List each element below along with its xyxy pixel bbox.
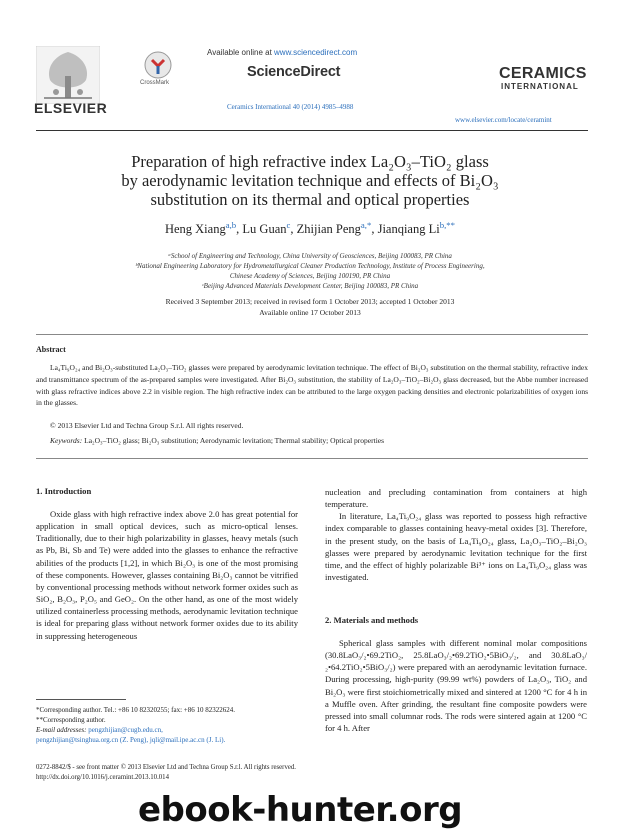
watermark-text: ebook-hunter.org <box>138 790 463 830</box>
elsevier-tree-logo <box>36 46 100 104</box>
email-label: E-mail addresses: <box>36 726 89 734</box>
affiliation-c: ᶜBeijing Advanced Materials Development Center, Beijing 100083, PR China <box>201 282 419 290</box>
publisher-name: ELSEVIER <box>34 100 108 116</box>
intro-paragraph-2: In literature, La₄Ti₉O₂₄ glass was reported to possess high refractive index comparable to glasses containing heavy-metal oxides [3]. Therefore, in the present study, on the basis of La₄Ti₉O₂₄ glass, La₂O₃–TiO₂–Bi₂O₃ glasses were prepared by aerodynamic levitation technique for the first time, and the effect of highly polarizable Bi³⁺ ions on La₄Ti₉O₂₄ glass was investigated. <box>325 511 587 583</box>
available-online-line <box>207 48 357 57</box>
keywords-text: La₂O₃–TiO₂ glass; Bi₂O₃ substitution; Aerodynamic levitation; Thermal stability; Optical properties <box>82 436 385 445</box>
abstract-bottom-divider <box>36 458 588 459</box>
front-matter-line: 0272-8842/$ - see front matter © 2013 Elsevier Ltd and Techna Group S.r.l. All rights reserved. <box>36 764 296 771</box>
methods-paragraph-1: Spherical glass samples with different nominal molar compositions (30.8LaO₃/₂•69.2TiO₂, 25.8LaO₃/₂•69.2TiO₂•5BiO₃/₂, and 30.8LaO₃/₂•64.2TiO₂•5BiO₃/₂) were prepared with an aerodynamic levitation furnace. During processing, high-purity (99.99 wt%) powders of La₂O₃, TiO₂ and Bi₂O₃ were first stoichiometrically mixed and sintered at 1200 °C for 4 h in a Muffle oven. After grinding, the resultant fine composite powders were pressed into small columnar rods. The rods were sintered again at 1200 °C for 4 h. After <box>325 638 587 734</box>
footnote-divider <box>36 699 126 700</box>
abstract-heading: Abstract <box>36 345 66 354</box>
footnote-corresponding-1: *Corresponding author. Tel.: +86 10 82320255; fax: +86 10 82322624. <box>36 706 235 714</box>
methods-column <box>325 637 587 734</box>
author-name: Heng Xiang <box>164 222 226 236</box>
abstract-top-divider <box>36 334 588 335</box>
author-affiliation-mark[interactable]: a,* <box>360 219 372 230</box>
received-dates: Received 3 September 2013; received in revised form 1 October 2013; accepted 1 October 2013 <box>165 297 455 306</box>
keywords-line <box>50 436 384 445</box>
sciencedirect-link[interactable]: www.sciencedirect.com <box>274 48 358 57</box>
author-list: Heng Xiang$^{a,b}$, Lu Guan$^c$, Zhijian Peng$^{a,*}$, Jianqiang $Li^{b,**}$ <box>164 219 456 236</box>
author-affiliation-mark[interactable]: c <box>286 219 291 230</box>
section-heading-methods: 2. Materials and methods <box>325 615 419 625</box>
online-date: Available online 17 October 2013 <box>259 308 361 317</box>
author-name: Jianqiang Li <box>377 222 440 236</box>
crossmark-icon[interactable] <box>143 50 173 80</box>
keywords-label: Keywords: <box>50 436 83 445</box>
header-divider <box>36 130 588 131</box>
author-name: Lu Guan <box>242 222 287 236</box>
author-affiliation-mark[interactable]: b,** <box>439 219 456 230</box>
author-name: Zhijian Peng <box>296 222 361 236</box>
left-column <box>36 508 298 642</box>
journal-citation-link[interactable]: Ceramics International 40 (2014) 4985–4988 <box>227 103 354 111</box>
abstract-text: La₄Ti₉O₂₄ and Bi₂O₃-substituted La₂O₃–TiO₂ glasses were prepared by aerodynamic levitation technique. The effect of Bi₂O₃ substitution on the thermal stability, refractive index and transmittance spectrum of the as-prepared samples were investigated. After Bi₂O₃ substitution, the stability of La₂O₃–TiO₂–Bi₂O₃ glass decreased, but the Abbe number increased with glass refractive indices above 2.2 in visible region. The high refractive index can be attributed to the large oxygen packing densities and electronic polarizabilities of oxygen ions in the glasses. <box>36 363 588 408</box>
journal-homepage-link[interactable]: www.elsevier.com/locate/ceramint <box>455 116 552 124</box>
intro-paragraph-1-continued: nucleation and precluding contamination from containers at high temperature. <box>325 487 587 510</box>
crossmark-label: CrossMark <box>140 80 170 86</box>
abstract-copyright: © 2013 Elsevier Ltd and Techna Group S.r.l. All rights reserved. <box>50 421 244 430</box>
intro-paragraph-1: Oxide glass with high refractive index above 2.0 has great potential for application in small optical devices, such as micro-optical lenses. Traditionally, due to their high polarizability in glasses, heavy metals (such as Pb, Bi, Sb and Te) were added into the glasses to enhance the refractive abilities of the products [1,2], in which Bi₂O₃ is one of the most promising of these components. However, glasses containing Bi₂O₃ cannot be vitrified by conventional processing methods without network former oxides such as SiO₂, B₂O₃, P₂O₅ and GeO₂. On the other hand, as one of the most widely utilized containerless processing methods, aerodynamic levitation technique is ideal for preparing glass without network former oxides due to its ability in suppressing heterogeneous <box>36 509 298 641</box>
available-online-text: Available online at <box>207 48 275 57</box>
affiliation-b-cont: Chinese Academy of Sciences, Beijing 100190, PR China <box>229 272 391 280</box>
affiliation-a: ᵃSchool of Engineering and Technology, China University of Geosciences, Beijing 100083, PR China <box>168 252 452 260</box>
article-title-line-2: by aerodynamic levitation technique and effects of Bi₂O₃ <box>121 171 499 190</box>
affiliation-b: ᵇNational Engineering Laboratory for Hydrometallurgical Cleaner Production Technology, Institute of Process Engineering, <box>135 262 485 270</box>
email-link-1[interactable]: pengzhijian@cugb.edu.cn, <box>88 726 163 734</box>
footnote-email-links[interactable]: pengzhijian@tsinghua.org.cn (Z. Peng), jqli@mail.ipe.ac.cn (J. Li). <box>36 736 226 744</box>
doi-link[interactable]: http://dx.doi.org/10.1016/j.ceramint.2013.10.014 <box>36 774 169 781</box>
article-title-line-1: Preparation of high refractive index La₂O₃–TiO₂ glass <box>131 152 489 171</box>
footnote-email <box>36 725 163 735</box>
right-column <box>325 486 587 583</box>
author-affiliation-mark[interactable]: a,b <box>225 219 237 230</box>
footnote-corresponding-2: **Corresponding author. <box>36 716 106 724</box>
article-title-line-3: substitution on its thermal and optical properties <box>150 190 470 209</box>
journal-name-line-2: INTERNATIONAL <box>501 82 579 91</box>
journal-name-line-1: CERAMICS <box>499 65 587 82</box>
sciencedirect-wordmark: ScienceDirect <box>247 64 341 80</box>
section-heading-introduction: 1. Introduction <box>36 486 92 496</box>
